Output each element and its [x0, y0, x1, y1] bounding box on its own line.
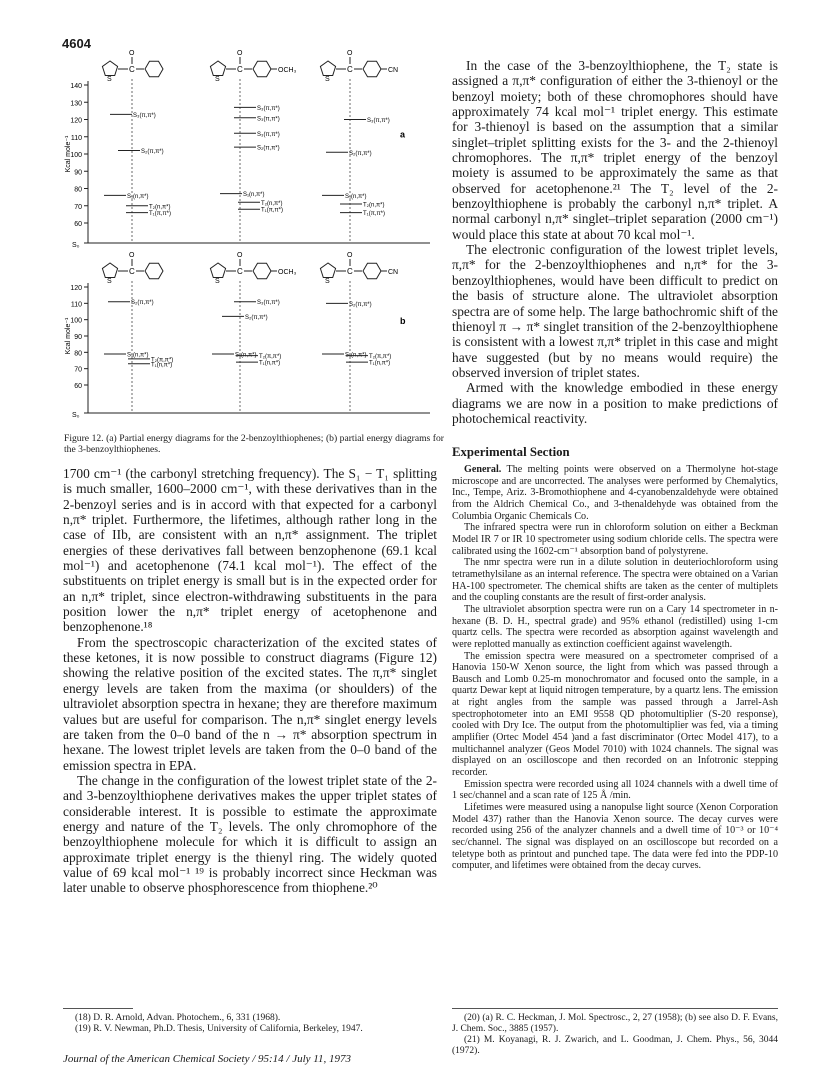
- energy-level-label: S₃(π,π*): [133, 112, 156, 119]
- figure-caption: Figure 12. (a) Partial energy diagrams for the 2-benzoylthiophenes; (b) partial energy diagrams for the 3-benzoylthiophenes.: [64, 433, 444, 456]
- sulfur-label: S: [325, 76, 330, 83]
- footnote-rule: [452, 1008, 778, 1009]
- carbonyl-c-label: C: [129, 267, 135, 276]
- y-tick-label: 60: [74, 221, 82, 228]
- footnote: (20) (a) R. C. Heckman, J. Mol. Spectrosc., 2, 27 (1958); (b) see also D. F. Evans, J. Chem. Soc., 3885 (1957).: [452, 1013, 778, 1034]
- energy-level-label: S₁(n,π*): [243, 192, 265, 199]
- y-tick-label: 110: [70, 134, 82, 142]
- energy-level-label: S₂(π,π*): [257, 145, 280, 152]
- energy-level-label: T₁(π,π*): [261, 207, 283, 214]
- carbonyl-o-label: O: [129, 252, 135, 259]
- y-tick-label: 70: [74, 366, 82, 374]
- s0-label: S₀: [72, 242, 80, 249]
- sulfur-label: S: [215, 76, 220, 83]
- panel-label: a: [400, 129, 406, 140]
- y-tick-label: 80: [74, 350, 82, 358]
- thiophene-ring: [102, 61, 117, 76]
- paragraph: From the spectroscopic characterization of the excited states of these ketones, it is now possible to construct diagrams (Figure 12) showing the relative position of the excited states. The π,π* singlet energy levels are taken from the maxima (or shoulders) of the ultraviolet absorption spectra in hexane; they are therefore maximum values but are useful for comparison. The n,π* singlet energy levels are taken from the 0–0 band of the n → π* absorption spectrum in hexane. The lowest triplet levels are taken from the 0–0 band of the emission spectra in EPA.: [63, 634, 437, 773]
- y-tick-label: 90: [74, 169, 82, 177]
- energy-level-label: S₁(n,π*): [127, 352, 149, 359]
- energy-level-label: S₃(π,π*): [257, 300, 280, 307]
- carbonyl-c-label: C: [347, 267, 353, 276]
- carbonyl-o-label: O: [237, 50, 243, 57]
- s0-label: S₀: [72, 412, 80, 419]
- energy-level-label: S₃(π,π*): [367, 118, 390, 124]
- energy-level-label: T₁(π,π*): [149, 211, 171, 218]
- energy-level-label: S₁(n,π*): [345, 193, 367, 200]
- paragraph: In the case of the 3-benzoylthiophene, the T₂ state is assigned a π,π* configuration of either the 3-thienoyl or the benzoyl moiety; both of these chromophores should have approximately 74 kcal mol⁻¹ triplet energy. This estimate for 3-thienoyl is based on the assumption that a similar singlet–triplet splitting exists for the 3- and the 2-thienoyl chromophores. The π,π* triplet energy of the benzoyl moiety is assumed to be approximately the same as that observed for acetophenone.²¹ The T₂ level of the 2-benzoylthiophene is probably the carbonyl n,π* triplet. A normal carbonyl n,π* singlet–triplet separation (2000 cm⁻¹) would place this state at about 70 kcal mol⁻¹.: [452, 58, 778, 242]
- energy-level-label: T₂(n,π*): [261, 200, 283, 207]
- energy-level-label: T₂(n,π*): [149, 204, 171, 211]
- substituent-label: CN: [388, 67, 399, 74]
- carbonyl-o-label: O: [237, 252, 243, 259]
- y-tick-label: 100: [70, 317, 82, 325]
- page-number: 4604: [62, 36, 91, 51]
- y-tick-label: 90: [74, 334, 82, 341]
- carbonyl-o-label: O: [129, 50, 135, 57]
- carbonyl-c-label: C: [347, 65, 353, 74]
- benzene-ring: [363, 61, 381, 77]
- energy-level-label: S₁(n,π*): [235, 352, 257, 359]
- footnote: (21) M. Koyanagi, R. J. Zwarich, and L. Goodman, J. Chem. Phys., 56, 3044 (1972).: [452, 1035, 778, 1056]
- energy-level-label: S₂(π,π*): [349, 150, 372, 157]
- thiophene-ring: [210, 263, 225, 278]
- energy-level-label: T₁(n,π*): [259, 360, 281, 367]
- energy-diagram-svg: [60, 50, 440, 427]
- substituent-label: CN: [388, 269, 399, 276]
- paragraph: 1700 cm⁻¹ (the carbonyl stretching frequency). The S₁ − T₁ splitting is much smaller, 1600–2000 cm⁻¹, with these derivatives than in the 2-benzoyl series and is in accord with that expected for a carbonyl n,π* triplet. Furthermore, the lifetimes, although rather long in the case of IIb, are consistent with an n,π* assignment. The triplet energies of these derivatives fall between benzophenone (69.1 kcal mol⁻¹) and acetophenone (74.1 kcal mol⁻¹). The effect of the substituents on triplet energy is small but is in the expected order for an n,π* triplet, since electron-withdrawing substituents in the para position lower the n,π* triplet energy of acetophenone and benzophenone.¹⁸: [63, 466, 437, 635]
- experimental-paragraph: Lifetimes were measured using a nanopulse light source (Xenon Corporation Model 437) rather than the Hanovia Xenon source. The decay curves were recorded using 256 of the analyzer channels and a dwell time of 10⁻³ or 10⁻⁴ sec/channel. The signal was displayed on an oscilloscope but recorded on a teletype both as printout and punched tape. The data were fed into the PDP-10 computer, and lifetimes were obtained from the decay curves.: [452, 802, 778, 872]
- thiophene-ring: [320, 263, 335, 278]
- substituent-label: OCH₃: [278, 269, 297, 276]
- energy-level-label: S₃(π,π*): [257, 131, 280, 138]
- energy-level-label: T₂(π,π*): [259, 354, 282, 361]
- footnote-rule: [63, 1008, 133, 1009]
- footnote: (19) R. V. Newman, Ph.D. Thesis, University of California, Berkeley, 1947.: [75, 1024, 363, 1034]
- sulfur-label: S: [107, 76, 112, 83]
- energy-level-label: S₁(n,π*): [345, 352, 367, 359]
- experimental-paragraph: Emission spectra were recorded using all 1024 channels with a dwell time of 1 sec/channel and a scan rate of 125 Å /min.: [452, 778, 778, 802]
- paragraph: The electronic configuration of the lowest triplet levels, π,π* for the 2-benzoylthiophenes and n,π* for the 3-benzoylthiophenes, would have been difficult to predict on the basis of structure alone. The ultraviolet absorption spectra are of some help. The large bathochromic shift of the thienoyl π → π* singlet transition of the 2-benzoylthiophene is consistent with a lowest π,π* triplet in this case and might have suggested (but by no means would require) the observed inversion of triplet states.: [452, 242, 778, 380]
- energy-level-label: S₂(π,π*): [349, 301, 372, 308]
- experimental-paragraph: The nmr spectra were run in a dilute solution in deuteriochloroform using tetramethylsilane as an internal reference. The spectra were obtained on a Varian HA-100 spectrometer. The chemical shifts are taken as the center of multiplets and the coupling constants are the result of first-order analysis.: [452, 557, 778, 604]
- y-tick-label: 140: [70, 83, 82, 90]
- experimental-paragraph: General. The melting points were observed on a Thermolyne hot-stage microscope and are uncorrected. The analyses were performed by Chemalytics, Inc., Tempe, Ariz. 3-Bromothiophene and 4-cyanobenzaldehyde were obtained from the Aldrich Chemical Co., and 3-thenaldehyde was obtained from the Columbia Organic Chemicals Co.: [452, 464, 778, 522]
- y-tick-label: 60: [74, 383, 82, 390]
- y-tick-label: 130: [70, 100, 82, 108]
- experimental-paragraph: The ultraviolet absorption spectra were run on a Cary 14 spectrometer in n-hexane (B. D. H., spectral grade) and 95% ethanol (redistilled) using 1-cm quartz cells. The spectra were recorded as absorption against wavelength and were replotted manually as extinction coefficient against wavelength.: [452, 603, 778, 650]
- left-column: [63, 466, 437, 896]
- sulfur-label: S: [107, 278, 112, 285]
- energy-level-label: T₂(n,π*): [363, 202, 385, 209]
- footnote: (18) D. R. Arnold, Advan. Photochem., 6, 331 (1968).: [75, 1013, 281, 1023]
- energy-diagram-figure: [60, 50, 440, 427]
- experimental-heading: Experimental Section: [452, 445, 570, 459]
- substituent-label: OCH₃: [278, 67, 297, 74]
- carbonyl-c-label: C: [129, 65, 135, 74]
- energy-level-label: T₁(n,π*): [151, 362, 173, 369]
- experimental-paragraph: The infrared spectra were run in chloroform solution on either a Beckman Model IR 7 or IR 10 spectrometer using sodium chloride cells. The spectra were calibrated using the 1602-cm⁻¹ absorption band of polystyrene.: [452, 522, 778, 557]
- panel-label: b: [400, 316, 406, 327]
- benzene-ring: [253, 263, 271, 279]
- carbonyl-o-label: O: [347, 252, 353, 259]
- thiophene-ring: [210, 61, 225, 76]
- benzene-ring: [253, 61, 271, 77]
- y-tick-label: 70: [74, 203, 82, 211]
- energy-level-label: S₂(π,π*): [141, 149, 164, 156]
- run-in-head: General.: [464, 464, 502, 475]
- thiophene-ring: [102, 263, 117, 278]
- experimental-paragraph: The emission spectra were measured on a spectrometer comprised of a Hanovia 150-W Xenon source, the light from which was passed through a Bausch and Lomb 0.25-m monochromator and focused onto the sample, in a quartz Dewar kept at liquid nitrogen temperature, by a quartz lens. The emission at right angles from the sample was passed through a Jarrel-Ash spectrophotometer into an EMI 9558 QD photomultiplier (S-20 response), cooled with Dry Ice. The output from the photomultiplier was fed, via a timing amplifier (Ortec Model 454 )and a fast discriminator (Ortec Model 417), to a multichannel analyzer (Geos Model 7010) with 1024 channels. The signal was displayed on an oscilloscope and then recorded on an Infotronic stepping recorder.: [452, 650, 778, 779]
- sulfur-label: S: [325, 278, 330, 285]
- experimental-section: [452, 464, 778, 872]
- y-axis-label: Kcal mole⁻¹: [65, 135, 72, 173]
- right-column: [452, 58, 778, 426]
- energy-level-label: S₃(π,π*): [257, 116, 280, 123]
- energy-level-label: S₃(π,π*): [257, 105, 280, 112]
- y-tick-label: 120: [70, 285, 82, 292]
- y-tick-label: 120: [70, 117, 82, 125]
- thiophene-ring: [320, 61, 335, 76]
- sulfur-label: S: [215, 278, 220, 285]
- energy-level-label: S₂(π,π*): [131, 300, 154, 307]
- journal-footer: Journal of the American Chemical Society / 95:14 / July 11, 1973: [63, 1053, 351, 1065]
- y-tick-label: 110: [70, 301, 82, 309]
- carbonyl-c-label: C: [237, 65, 243, 74]
- energy-level-label: S₂(π,π*): [245, 314, 268, 321]
- carbonyl-c-label: C: [237, 267, 243, 276]
- paragraph: Armed with the knowledge embodied in these energy diagrams we are now in a position to make predictions of photochemical reactivity.: [452, 380, 778, 426]
- energy-level-label: T₁(π,π*): [363, 211, 385, 218]
- footnotes-left: [63, 1013, 441, 1035]
- energy-level-label: S₁(n,π*): [127, 193, 149, 200]
- energy-level-label: T₂(π,π*): [369, 354, 392, 361]
- energy-level-label: T₂(π,π*): [151, 357, 174, 364]
- y-tick-label: 100: [70, 152, 82, 159]
- y-tick-label: 80: [74, 186, 82, 194]
- paragraph: The change in the configuration of the lowest triplet state of the 2- and 3-benzoylthiophene derivatives makes the upper triplet states of considerable interest. It is possible to estimate the approximate energy and nature of the T₂ levels. The only chromophore of the benzoylthiophene molecule for which it is difficult to assign an approximate triplet energy is the thienyl ring. The widely quoted value of 69 kcal mol⁻¹ ¹⁹ is probably incorrect since Heckman was later unable to observe phosphorescence from thiophene.²⁰: [63, 772, 437, 896]
- benzene-ring: [145, 61, 163, 77]
- benzene-ring: [145, 263, 163, 279]
- benzene-ring: [363, 263, 381, 279]
- footnotes-right: [452, 1013, 778, 1057]
- carbonyl-o-label: O: [347, 50, 353, 57]
- energy-level-label: T₁(n,π*): [369, 360, 391, 367]
- y-axis-label: Kcal mole⁻¹: [65, 317, 72, 355]
